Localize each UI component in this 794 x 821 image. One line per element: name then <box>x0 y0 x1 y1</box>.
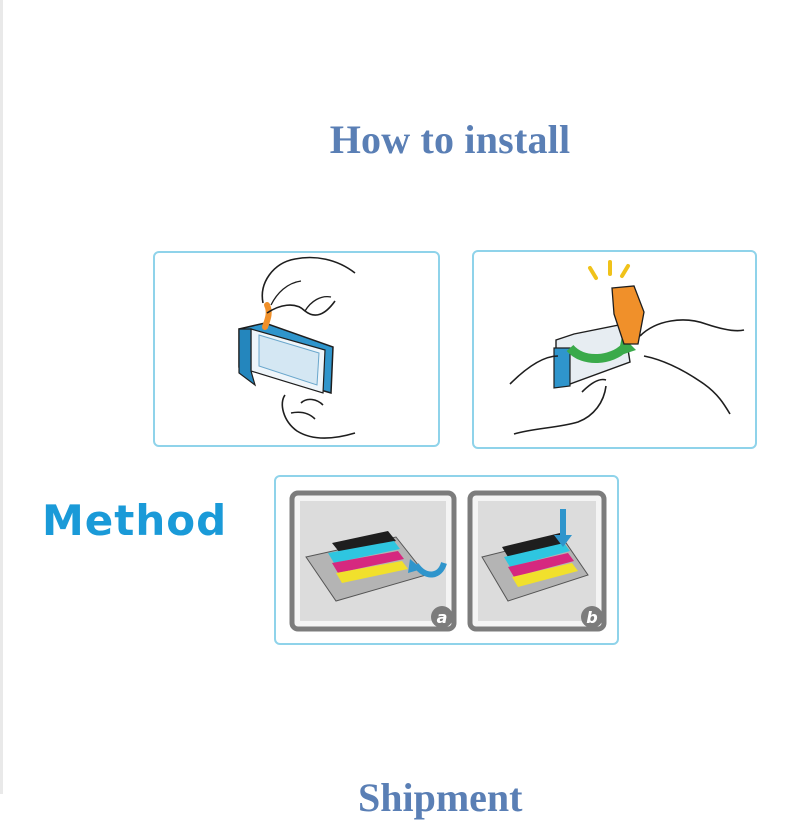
next-section-title: Shipment <box>358 775 523 820</box>
step-b-image <box>470 493 604 629</box>
svg-text:a: a <box>436 608 448 627</box>
page-title: How to install <box>329 117 571 162</box>
remove-cap-illustration <box>474 252 755 447</box>
step-b-badge <box>581 606 603 628</box>
step-a-image <box>292 493 454 629</box>
left-edge-rule <box>0 0 3 794</box>
step-panel-insert-cartridges <box>274 475 619 645</box>
method-label: Method <box>42 496 228 545</box>
step-panel-remove-cap <box>472 250 757 449</box>
svg-text:b: b <box>586 608 598 627</box>
insert-cartridges-illustration <box>276 477 617 643</box>
remove-tape-illustration <box>155 253 438 445</box>
step-panel-remove-tape <box>153 251 440 447</box>
step-a-badge <box>431 606 453 628</box>
